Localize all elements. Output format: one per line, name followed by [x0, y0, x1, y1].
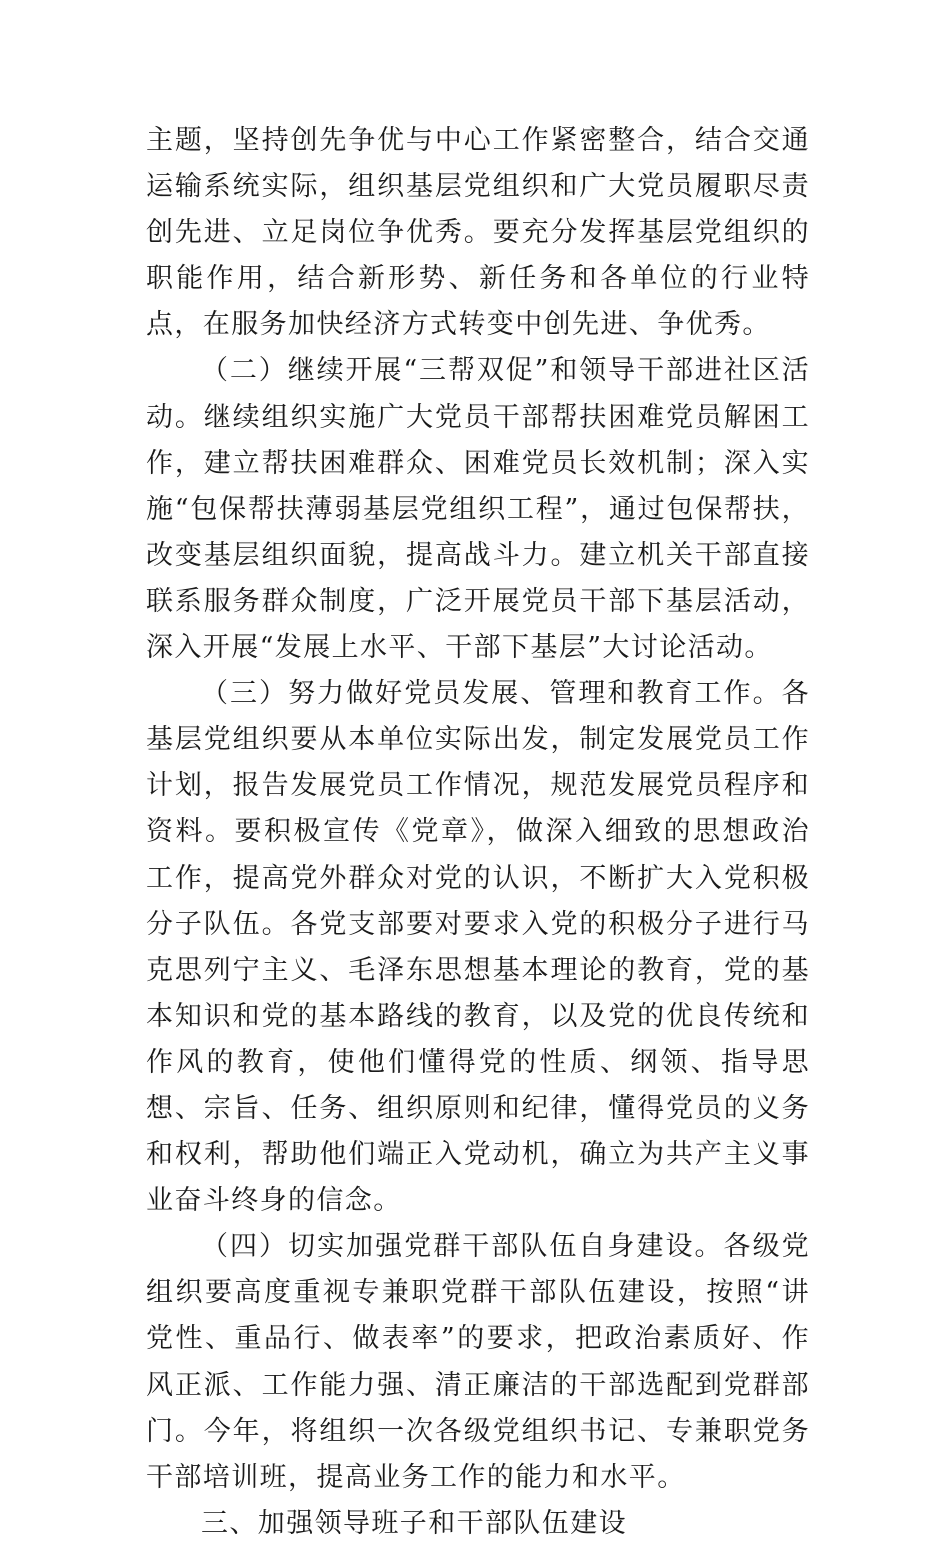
paragraph-section-3: （三）努力做好党员发展、管理和教育工作。各基层党组织要从本单位实际出发，制定发展党员工作计划，报告发展党员工作情况，规范发展党员程序和资料。要积极宣传《党章》，做深入细致的思想政治工作，提高党外群众对党的认识，不断扩大入党积极分子队伍。各党支部要对要求入党的积极分子进行马克思列宁主义、毛泽东思想基本理论的教育，党的基本知识和党的基本路线的教育，以及党的优良传统和作风的教育，使他们懂得党的性质、纲领、指导思想、宗旨、任务、组织原则和纪律，懂得党员的义务和权利，帮助他们端正入党动机，确立为共产主义事业奋斗终身的信念。	[146, 678, 810, 1217]
paragraph-section-2: （二）继续开展“三帮双促”和领导干部进社区活动。继续组织实施广大党员干部帮扶困难党员解困工作，建立帮扶困难群众、困难党员长效机制；深入实施“包保帮扶薄弱基层党组织工程”，通过包保帮扶，改变基层组织面貌，提高战斗力。建立机关干部直接联系服务群众制度，广泛开展党员干部下基层活动，深入开展“发展上水平、干部下基层”大讨论活动。	[146, 355, 810, 664]
paragraph-section-4: （四）切实加强党群干部队伍自身建设。各级党组织要高度重视专兼职党群干部队伍建设，按照“讲党性、重品行、做表率”的要求，把政治素质好、作风正派、工作能力强、清正廉洁的干部选配到党群部门。今年，将组织一次各级党组织书记、专兼职党务干部培训班，提高业务工作的能力和水平。	[146, 1231, 810, 1493]
document-body	[146, 118, 810, 1547]
section-heading: 三、加强领导班子和干部队伍建设	[201, 1507, 627, 1539]
paragraph-continuation: 主题，坚持创先争优与中心工作紧密整合，结合交通运输系统实际，组织基层党组织和广大党员履职尽责创先进、立足岗位争优秀。要充分发挥基层党组织的职能作用，结合新形势、新任务和各单位的行业特点，在服务加快经济方式转变中创先进、争优秀。	[146, 125, 810, 341]
